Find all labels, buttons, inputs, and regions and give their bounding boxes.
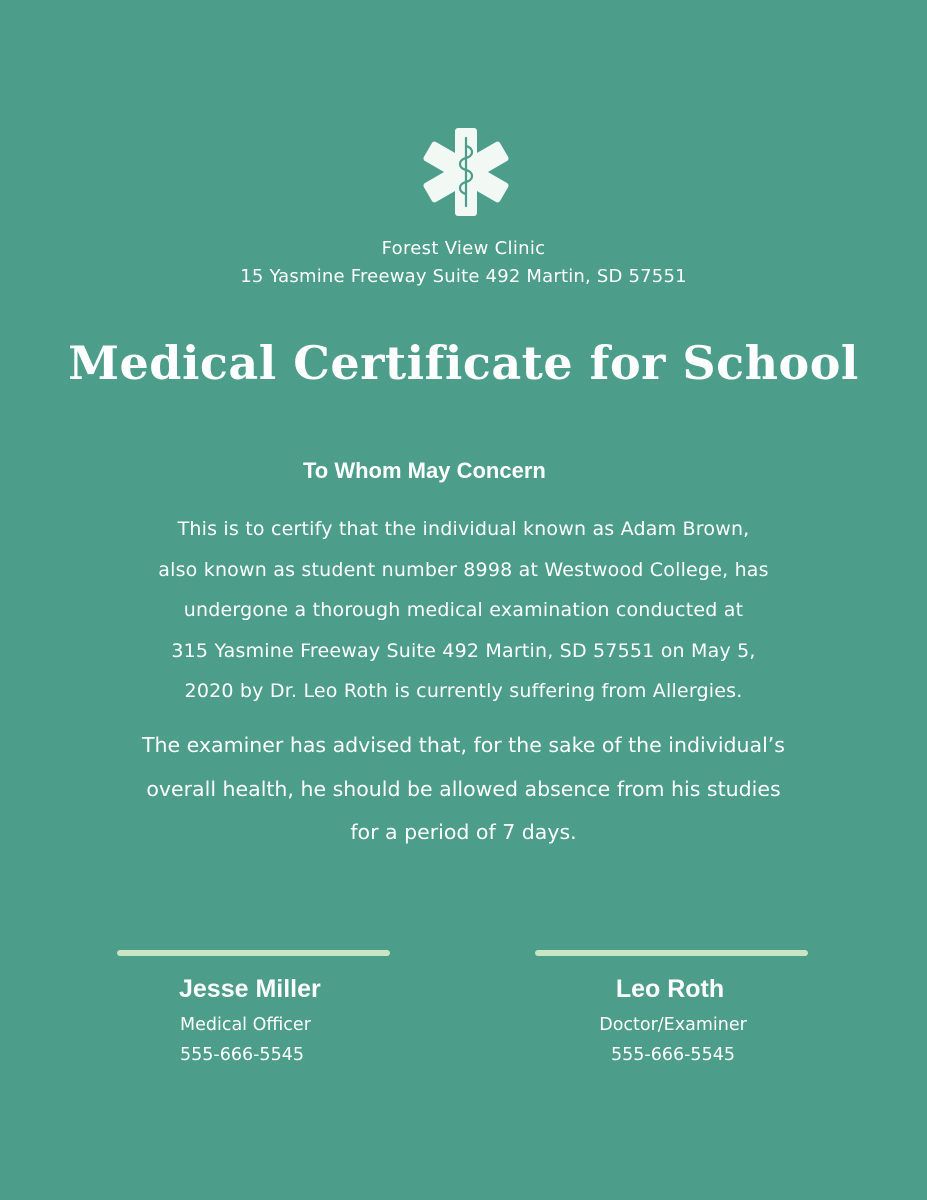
advice-paragraph (110, 724, 817, 855)
paragraph-line: for a period of 7 days. (350, 820, 577, 844)
signature-line-left (117, 950, 390, 956)
paragraph-line: undergone a thorough medical examination conducted at (183, 599, 744, 621)
certification-paragraph (130, 509, 797, 712)
signature-line-right (535, 950, 808, 956)
signer-name: Jesse Miller (179, 975, 321, 1003)
clinic-name: Forest View Clinic (381, 238, 546, 259)
paragraph-line: overall health, he should be allowed absence from his studies (146, 776, 781, 801)
signer-phone: 555-666-5545 (611, 1045, 735, 1065)
clinic-address: 15 Yasmine Freeway Suite 492 Martin, SD 57551 (240, 266, 687, 287)
signer-name: Leo Roth (615, 975, 725, 1003)
paragraph-line: This is to certify that the individual known as Adam Brown, (177, 518, 750, 540)
signer-role: Doctor/Examiner (599, 1015, 747, 1035)
paragraph-line: The examiner has advised that, for the sake of the individual’s (142, 733, 785, 757)
certificate-title: Medical Certificate for School (68, 336, 859, 390)
star-of-life-icon (421, 128, 511, 216)
signer-phone: 555-666-5545 (180, 1045, 304, 1065)
paragraph-line: 315 Yasmine Freeway Suite 492 Martin, SD 57551 on May 5, (171, 639, 756, 662)
paragraph-line: also known as student number 8998 at Westwood College, has (158, 558, 769, 581)
signer-role: Medical Officer (180, 1015, 311, 1035)
salutation: To Whom May Concern (303, 458, 546, 483)
paragraph-line: 2020 by Dr. Leo Roth is currently suffering from Allergies. (184, 680, 743, 702)
